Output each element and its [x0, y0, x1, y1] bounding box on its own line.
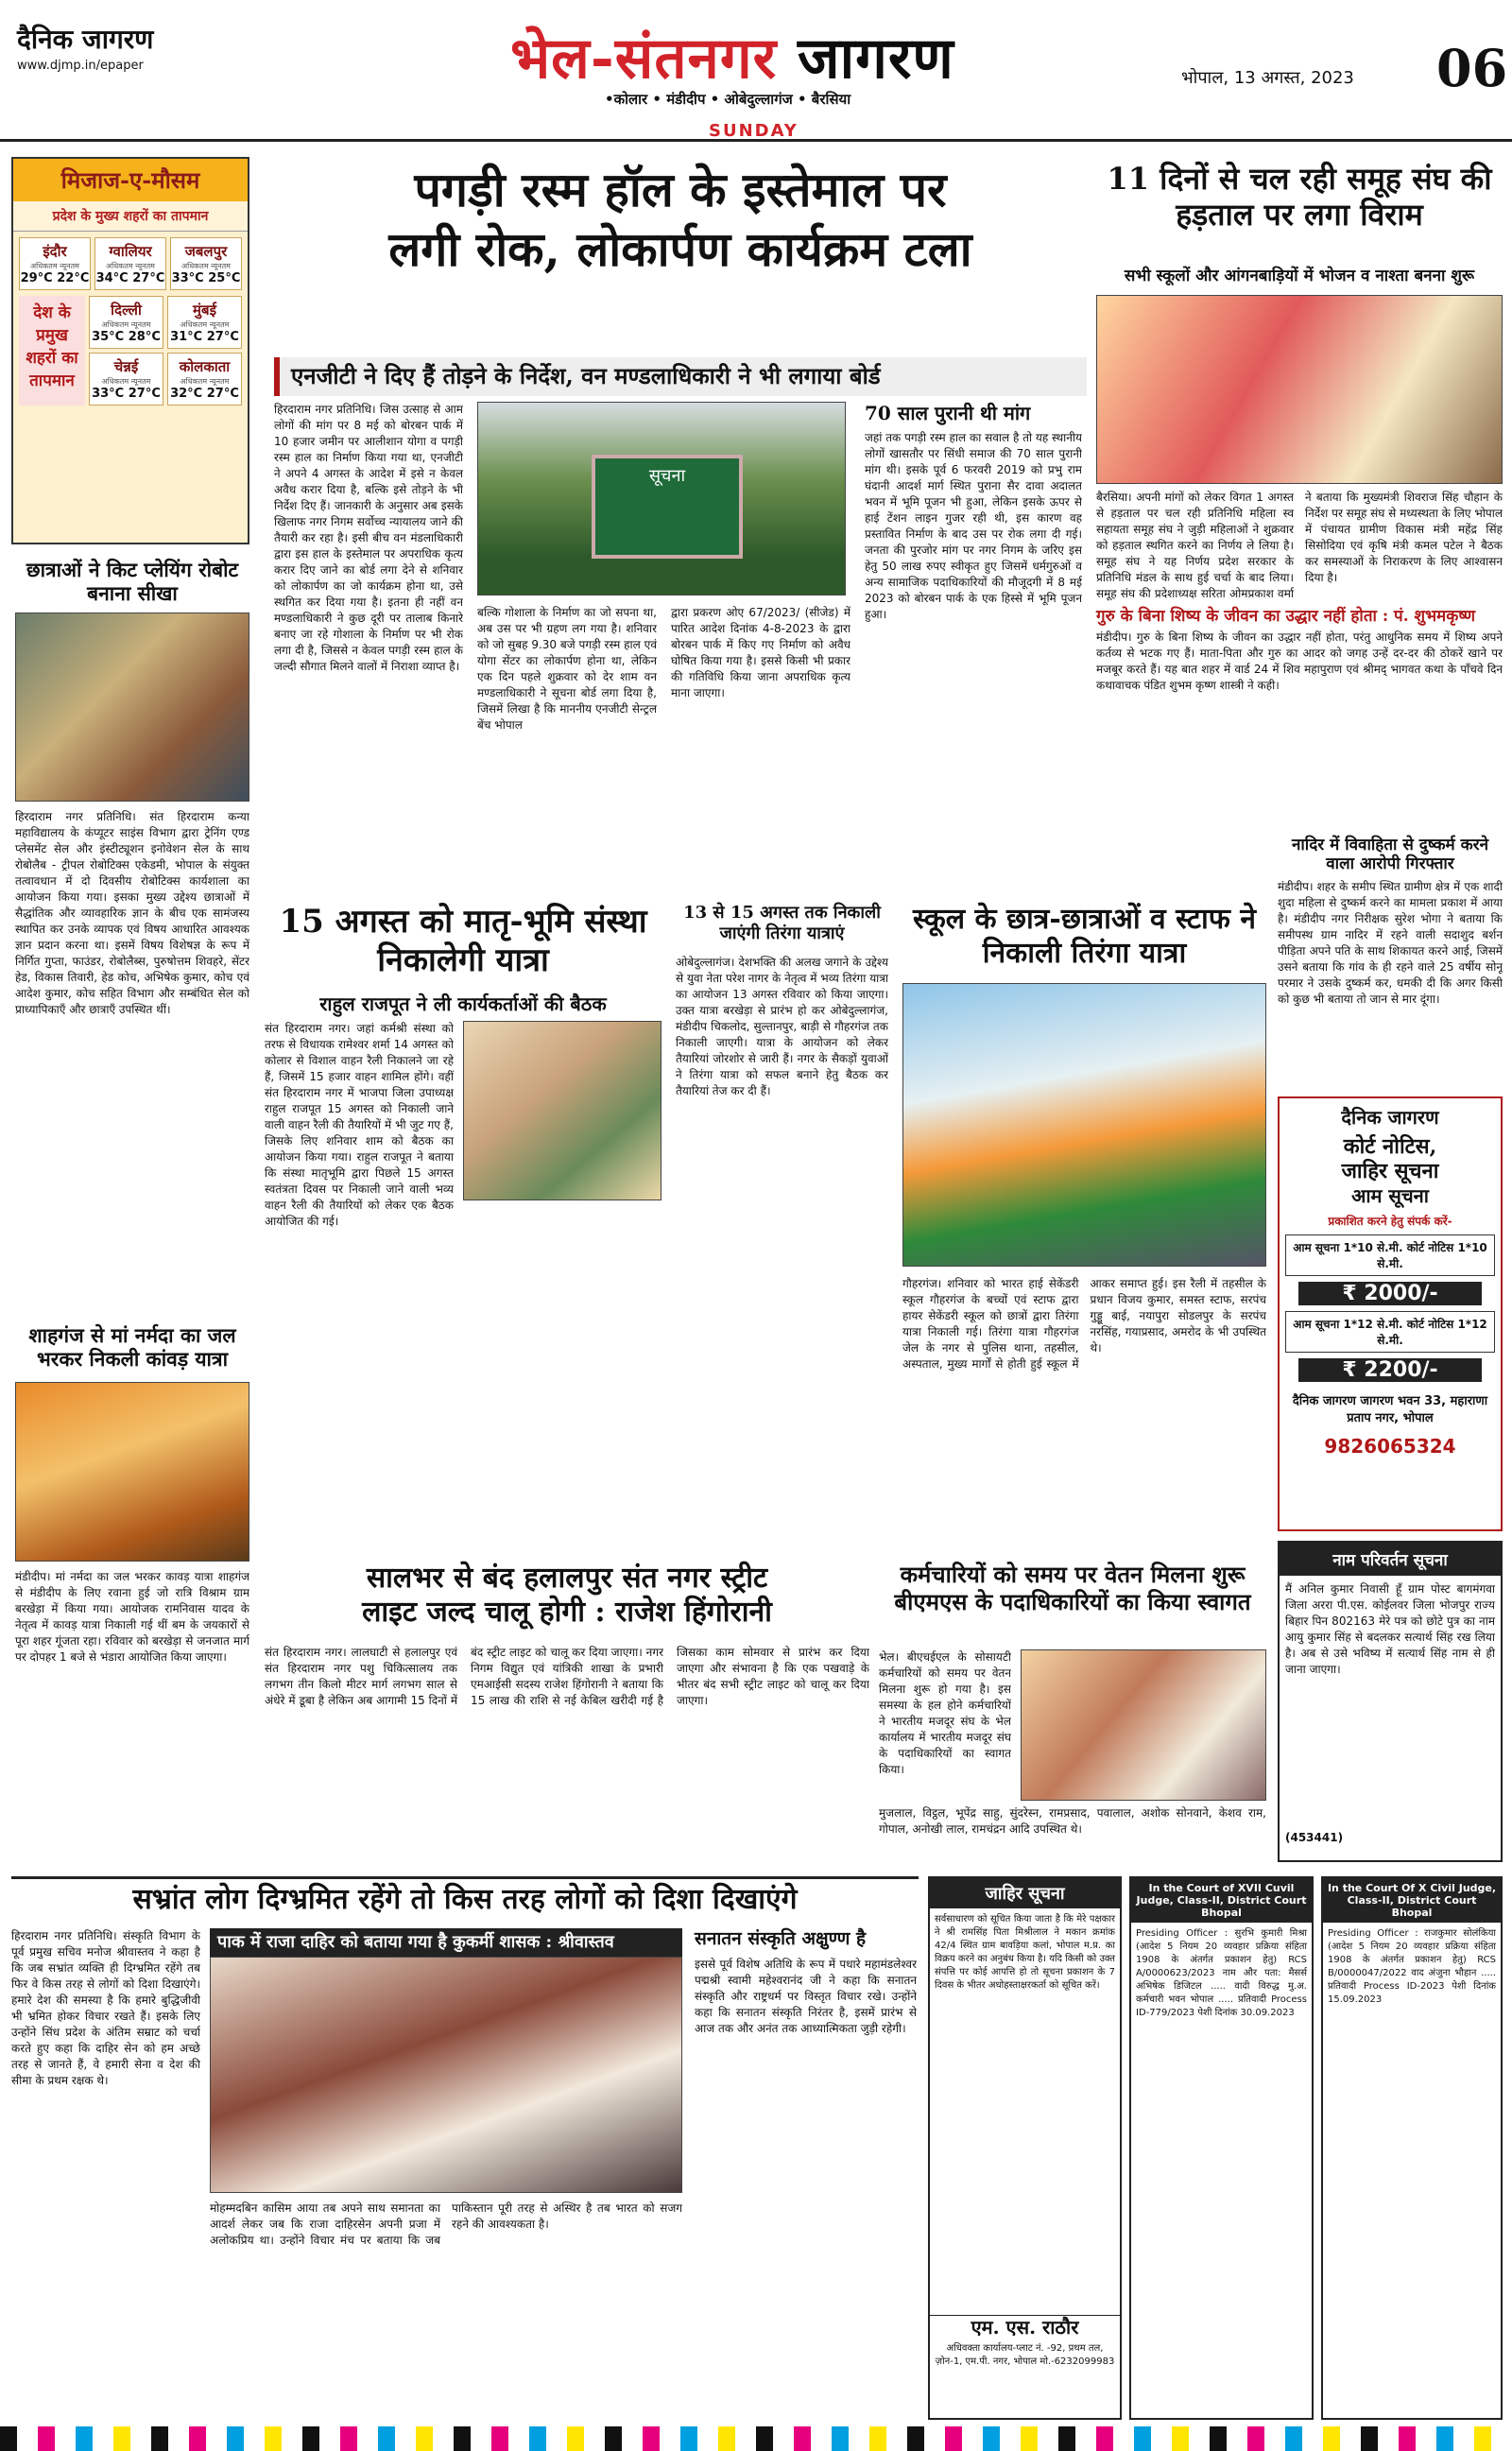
brand-url[interactable]: www.djmp.in/epaper [17, 59, 144, 73]
court-ad-contact-label: प्रकाशित करने हेतु संपर्क करें- [1328, 1214, 1452, 1228]
title-black: जागरण [798, 26, 954, 92]
matru-photo [463, 1021, 662, 1200]
city-name: मुंबई [193, 302, 216, 319]
name-change-notice [1278, 1541, 1503, 1862]
temp-labels: अधिकतम न्यूनतम [180, 320, 230, 329]
lead-headline-line1: पगड़ी रस्म हॉल के इस्तेमाल पर [414, 162, 947, 217]
kanwar-body: मंडीदीप। मां नर्मदा का जल भरकर कावड़ यात्रा शाहगंज से मंडीदीप के लिए रवाना हुई जो रात्रि विश्राम ग्राम बरखेड़ा में किया गया। आयोजक रामनिवास यादव के नेतृत्व में कावड़ यात्रा निकाली गई थीं बम के जयकारों से पूरा शहर गूंजता रहा। रविवार को बरखेड़ा से जनजात मार्ग पर दोपहर 1 बजे से भंडारा आयोजित किया जाएगा। [15, 1570, 249, 1664]
city-name: दिल्ली [111, 302, 142, 319]
weather-city [94, 237, 166, 290]
brand-name: दैनिक जागरण [17, 24, 154, 55]
city-temp: 35°C 28°C [92, 330, 161, 344]
salary-caption: मुजलाल, विट्ठल, भूपेंद्र साहु, सुंदरेस्न, रामप्रसाद, पवालाल, अशोक सोनवाने, केशव राम, गोपाल, अनोखी लाल, रामचंद्रन आदि उपस्थित थे। [879, 1806, 1266, 1836]
city-temp: 32°C 27°C [170, 387, 239, 401]
robot-body: हिरदाराम नगर प्रतिनिधि। संत हिरदाराम कन्या महाविद्यालय के कंप्यूटर साइंस विभाग द्वारा ट्रेनिंग एण्ड प्लेसमेंट सेल और इंस्टीट्यूशन इनोवेशन सेल के साथ रोबोलैब - ट्रीपल रोबोटिक्स एकेडमी, भोपाल के संयुक्त तत्वावधान में दो दिवसीय रोबोटिक्स कार्यशाला का आयोजन किया गया। इसका मुख्य उद्देश्य छात्राओं में सैद्धांतिक और व्यावहारिक ज्ञान के बीच एक सामंजस्य स्थापित कर उनके व्यापक एवं विषय आधारित आवश्यक ज्ञान प्रदान करना था। इसमें विषय विशेषज्ञ के रूप में निर्गित गुप्ता, फाउंडर, रोबोलैब्स, पुरुषोत्तम शिवहरे, सेंटर हेड, विकास तिवारी, हेड कोच, अभिषेक कुमार, कोच एवं आदेश कुमार, कोच सहित विभाग और सम्बंधित सेल को प्राध्यापिकाएँ और छात्राएँ उपस्थित थीं। [15, 810, 249, 1016]
court1-body: Presiding Officer : सुरभि कुमारी मिश्रा (आदेश 5 नियम 20 व्यवहार प्रक्रिया संहिता 1908 के अंतर्गत प्रकाशन हेतु) RCS A/0000623/2023 नाम और पता: मैसर्स अभिषेक डिजिटल ..... वादी विरुद्ध मु.अ. कर्मचारी भवन भोपाल ..... प्रतिवादी Process ID-779/2023 पेशी दिनांक 30.09.2023 [1136, 1928, 1307, 2018]
bottom-headline: सभ्रांत लोग दिग्भ्रमित रहेंगे तो किस तरह लोगों को दिशा दिखाएंगे [11, 1876, 919, 1917]
strike-photo [1096, 295, 1503, 484]
street-headline-line2: लाइट जल्द चालू होगी : राजेश हिंगोरानी [362, 1596, 772, 1629]
bottom-side-headline: सनातन संस्कृति अक्षुण्ण है [695, 1928, 867, 1949]
lead-headline-line2: लगी रोक, लोकार्पण कार्यक्रम टला [388, 220, 972, 277]
weather-box [11, 157, 249, 544]
court-ad-title1: कोर्ट नोटिस, [1343, 1134, 1437, 1159]
matru-headline: 15 अगस्त को मातृ-भूमि संस्था निकालेगी यात्रा [279, 903, 647, 979]
matru-deck: राहुल राजपूत ने ली कार्यकर्ताओं की बैठक [319, 992, 607, 1015]
lead-body-col1: हिरदाराम नगर प्रतिनिधि। जिस उत्साह से आम लोगों की मांग पर 8 मई को बोरबन पार्क में 10 हजार जमीन पर आलीशान योगा व पगड़ी रस्म हाल का निर्माण किया गया था, एनजीटी ने अपने 4 अगस्त के आदेश में इसे न केवल अवैध करार दिया है, बल्कि इसे तोड़ने के भी निर्देश दिए हैं। जानकारी के अनुसार अब इसके खिलाफ नगर निगम सर्वोच्च न्यायालय जाने की तैयारी कर रहा है। इसी बीच वन मंडलाधिकारी द्वारा इस हाल के इस्तेमाल पर अपराधिक कृत्य करार दिए जाने का बोर्ड लगा देने से शनिवार को लोकार्पण का जो कार्यक्रम होना था, उसे स्थगित कर दिया गया है। इतना ही नहीं वन मण्डलाधिकारी ने कुछ दूरी पर तालाब किनारे बनाए जा रहे गोशाला के निर्माण पर भी रोक लगा दी है, जिससे न केवल पगड़ी रस्म हाल के जल्दी सौगात मिलने वालों में निराशा व्याप्त है। [274, 403, 463, 673]
jahir-title: जाहिर सूचना [930, 1878, 1120, 1908]
lead-deck: एनजीटी ने दिए हैं तोड़ने के निर्देश, वन मण्डलाधिकारी ने भी लगाया बोर्ड [274, 357, 1087, 396]
lead-body-col4: जहां तक पगड़ी रस्म हाल का सवाल है तो यह स्थानीय लोगों खासतौर पर सिंधी समाज की 70 साल पुरानी मांग थी। इसके पूर्व 6 फरवरी 2019 को प्रभु राम घंदानी आदर्श मार्ग स्थित पुराना सैर दावा अदालत भवन में भूमि पूजन भी हुआ, लेकिन इसके ऊपर से हाई टेंशन लाइन गुजर रही थी, इस कारण वह प्रस्तावित निर्माण के बाद उस पर रोक लगा दी गई। जनता की पुरजोर मांग पर नगर निगम के जरिए इस हेतु 50 लाख रुपए स्वीकृत हुए जिसमें धर्मगुरुओं व अन्य सामाजिक पदाधिकारियों की मौजूदगी में 8 मई 2023 को बोरबन पार्क के एक हिस्से में भूमि पूजन हुआ। [865, 431, 1082, 621]
matru-body: संत हिरदाराम नगर। जहां कर्मश्री संस्था को तरफ से विधायक रामेश्वर शर्मा 14 अगस्त को कोलार से विशाल वाहन रैली निकालने जा रहे हैं, जिसमें 15 हजार वाहन शामिल होंगे। वहीं संत हिरदाराम नगर में भाजपा जिला उपाध्यक्ष राहुल राजपूत 15 अगस्त को निकाली जाने वाली वाहन रैली की तैयारियों में भी जुट गए हैं, जिसके लिए शनिवार शाम को बैठक का आयोजन किया गया। राहुल राजपूत ने बताया कि संस्था मातृभूमि द्वारा पिछले 15 अगस्त स्वतंत्रता दिवस पर निकाली जाने वाली भव्य वाहन रैली की तैयारियों को लेकर एक बैठक आयोजित की गई। [265, 1022, 454, 1228]
strike-headline: 11 दिनों से चल रही समूह संघ की हड़ताल पर लगा विराम [1107, 161, 1492, 233]
weather-city [167, 296, 242, 349]
tiranga1-body: ओबेदुल्लागंज। देशभक्ति की अलख जगाने के उद्देश्य से युवा नेता परेश नागर के नेतृत्व में भव्य तिरंगा यात्रा का आयोजन 13 अगस्त रविवार को किया जाएगा। उक्त यात्रा बरखेड़ा से प्रारंभ हो कर ओबेदुल्लागंज, मंडीदीप चिकलोद, सुल्तानपुर, बाड़ी से गौहरगंज तक निकाली जाएगी। यात्रा के आयोजन को लेकर तैयारियां जोरशोर से जारी हैं। नगर के सैकड़ों युवाओं ने तिरंगा यात्रा को सफल बनाने हेतु बैठक कर तैयारियां तेज कर दी हैं। [676, 956, 888, 1097]
weather-national [13, 296, 248, 406]
bottom-body: हिरदाराम नगर प्रतिनिधि। संस्कृति विभाग के पूर्व प्रमुख सचिव मनोज श्रीवास्तव ने कहा है कि जब सभ्रांत व्यक्ति ही दिग्भ्रमित रहेंगे तब फिर वे किस तरह से लोगों को दिशा दिखाएंगे। हमारे देश की समस्या है कि हमारे बुद्धिजीवी भी भ्रमित होकर विचार रखते हैं। इसके लिए उन्होंने सिंध प्रदेश के अंतिम सम्राट को चर्चा करते हुए कहा कि दाहिर सेन को हम अच्छे तरह से जानते हैं, वे हमारी सेना व देश की सीमा के प्रथम रक्षक थे। [11, 1929, 200, 2087]
tiranga1-headline: 13 से 15 अगस्त तक निकाली जाएंगी तिरंगा यात्राएं [683, 903, 881, 943]
city-name: ग्वालियर [109, 243, 152, 260]
robot-photo [15, 613, 249, 802]
city-name: जबलपुर [184, 243, 228, 260]
weather-grid-national [89, 296, 242, 406]
court-ad-phone[interactable]: 9826065324 [1324, 1434, 1456, 1458]
strike-body: बैरसिया। अपनी मांगों को लेकर विगत 1 अगस्त से हड़ताल पर चल रही प्रतिनिधि महिला स्व सहायता समूह संघ ने जुड़ी महिलाओं ने शुक्रवार को हड़ताल स्थगित करने का निर्णय ले लिया है। समूह संघ ने यह निर्णय प्रदेश सरकार के प्रतिनिधि मंडल के साथ हुई चर्चा के बाद लिया। समूह संघ की प्रदेशाध्यक्ष सरिता ओमप्रकाश वर्मा ने बताया कि मुख्यमंत्री शिवराज सिंह चौहान के निर्देश पर समूह संघ से मध्यस्थता के लिए भोपाल में पंचायत ग्रामीण विकास मंत्री महेंद्र सिंह सिसोदिया एवं कृषि मंत्री कमल पटेल ने बैठक कर समस्याओं के निराकरण के लिए आश्वासन दिया है। [1096, 491, 1503, 600]
national-label: देश के प्रमुख शहरों का तापमान [19, 296, 85, 406]
city-temp: 31°C 27°C [170, 330, 239, 344]
temp-labels: अधिकतम न्यूनतम [181, 262, 231, 270]
city-name: कोलकाता [179, 358, 231, 375]
court-notice-1 [1129, 1876, 1314, 2420]
city-name: चेन्नई [113, 358, 139, 375]
places-line: •कोलार • मंडीदीप • ओबेदुल्लागंज • बैरसिया [605, 91, 851, 108]
lead-body-col2: बल्कि गोशाला के निर्माण का जो सपना था, अब उस पर भी ग्रहण लग गया है। शनिवार को जो सुबह 9.30 बजे पगड़ी रस्म हाल एवं योगा सेंटर का लोकार्पण होना था, लेकिन एक दिन पहले शुक्रवार को देर शाम वन मण्डलाधिकारी ने सूचना बोर्ड लगा दिया है, जिसमें लिखा है कि माननीय एनजीटी सेन्ट्रल बेंच भोपाल [477, 606, 657, 732]
page-title [510, 17, 954, 95]
kanwar-headline: शाहगंज से मां नर्मदा का जल भरकर निकली कांवड़ यात्रा [28, 1323, 236, 1372]
court-ad-rate2: आम सूचना 1*12 से.मी. कोर्ट नोटिस 1*12 से.मी. [1285, 1311, 1495, 1353]
court-ad-price2: ₹ 2200/- [1298, 1358, 1482, 1382]
tiranga2-photo [902, 983, 1266, 1267]
court-ad-title3: आम सूचना [1351, 1183, 1429, 1207]
edition-label: SUNDAY [709, 121, 799, 141]
bottom-photo [210, 1957, 682, 2193]
court1-title: In the Court of XVII Cuvil Judge, Class-II, District Court Bhopal [1131, 1878, 1312, 1923]
name-change-title: नाम परिवर्तन सूचना [1280, 1543, 1501, 1576]
street-headline-line1: सालभर से बंद हलालपुर संत नगर स्ट्रीट [366, 1562, 768, 1595]
lead-notice-photo [477, 402, 846, 595]
city-temp: 33°C 27°C [92, 387, 161, 401]
court-ad-title2: जाहिर सूचना [1341, 1159, 1439, 1184]
weather-grid-state [13, 232, 248, 296]
city-temp: 33°C 25°C [171, 271, 241, 285]
court-ad [1278, 1096, 1503, 1531]
weather-subtitle: प्रदेश के मुख्य शहरों का तापमान [13, 201, 248, 232]
court-notice-2 [1321, 1876, 1503, 2420]
court-ad-price1: ₹ 2000/- [1298, 1282, 1482, 1305]
jahir-body: सर्वसाधारण को सूचित किया जाता है कि मेरे पक्षकार ने श्री रामसिंह पिता मिश्रीलाल ने मकान क्रमांक 42/4 स्थित ग्राम बावड़िया कलां, भोपाल म.प्र. का विक्रय करने का अनुबंध किया है। यदि किसी को उक्त संपत्ति पर कोई आपत्ति हो तो सूचना प्रकाशन के 7 दिवस के भीतर अधोहस्ताक्षरकर्ता को सूचित करें। [935, 1914, 1115, 1991]
lead-body-col3: द्वारा प्रकरण ओए 67/2023/ (सीजेड) में पारित आदेश दिनांक 4-8-2023 के द्वारा बोरबन पार्क में किए गए निर्माण को अवैध घोषित किया गया है। इससे किसी भी प्रकार की गतिविधि किया जाना अपराधिक कृत्य माना जाएगा। [671, 606, 850, 699]
street-headline [265, 1562, 869, 1630]
court-ad-rate1: आम सूचना 1*10 से.मी. कोर्ट नोटिस 1*10 से.मी. [1285, 1234, 1495, 1276]
jahir-advocate-address: अधिवक्ता कार्यालय-प्लाट नं. -92, प्रथम तल, ज़ोन-1, एम.पी. नगर, भोपाल मो.-6232099983 [935, 2343, 1115, 2367]
bottom-deck: पाक में राजा दाहिर को बताया गया है कुकर्मी शासक : श्रीवास्तव [210, 1928, 682, 1957]
bottom-side-body: इससे पूर्व विशेष अतिथि के रूप में पधारे महामंडलेश्वर पद्मश्री स्वामी महेश्वरानंद जी ने कहा कि सनातन संस्कृति और राष्ट्रधर्म पर विस्तृत विचार रखे। उन्होंने कहा कि सनातन संस्कृति निरंतर है, इसमें प्रारंभ से आज तक और अनंत तक आध्यात्मिकता जुड़ी रहेगी। [695, 1958, 917, 2035]
tiranga2-body: गौहरगंज। शनिवार को भारत हाई सेकेंडरी स्कूल गौहरगंज के बच्चों एवं स्टाफ द्वारा हायर सेकेंडरी स्कूल को छात्रों द्वारा तिरंगा यात्रा निकाली गई। तिरंगा यात्रा गौहरगंज जेल के नगर से पुलिस थाना, तहसील, अस्पताल, मुख्य मार्गों से होती हुई स्कूल में आकर समाप्त हुई। इस रैली में तहसील के प्रधान विजय कुमार, समस्त स्टाफ, सरपंच गुड्डू बाई, नयापुरा सोडलपुर के सरपंच नरसिंह, गयाप्रसाद, अमरोद के भी उपस्थित थे। [902, 1277, 1266, 1371]
robot-headline: छात्राओं ने किट प्लेयिंग रोबोट बनाना सीखा [26, 558, 239, 606]
court-ad-address: दैनिक जागरण जागरण भवन 33, महाराणा प्रताप नगर, भोपाल [1292, 1393, 1488, 1425]
street-body: संत हिरदाराम नगर। लालघाटी से हलालपुर एवं संत हिरदाराम नगर पशु चिकित्सालय तक लगभग तीन किलो मीटर मार्ग लगभग साल से अंधेरे में डूबा है लेकिन अब आगामी 15 दिनों में बंद स्ट्रीट लाइट को चालू कर दिया जाएगा। नगर निगम विद्युत एवं यांत्रिकी शाखा के प्रभारी एमआईसी सदस्य राजेश हिंगोरानी ने बताया कि 15 लाख की राशि से नई केबिल खरीदी गई है जिसका काम सोमवार से प्रारंभ कर दिया जाएगा और संभावना है कि एक पखवाड़े के भीतर बंद सभी स्ट्रीट लाइट को चालू कर दिया जाएगा। [265, 1646, 869, 1707]
weather-city [167, 353, 242, 406]
city-name: इंदौर [43, 243, 67, 260]
dateline: भोपाल, 13 अगस्त, 2023 [1181, 68, 1354, 88]
temp-labels: अधिकतम न्यूनतम [180, 377, 230, 386]
city-temp: 29°C 22°C [20, 271, 90, 285]
jahir-notice [928, 1876, 1122, 2420]
weather-city [89, 296, 163, 349]
strike-deck: सभी स्कूलों और आंगनबाड़ियों में भोजन व नाश्ता बनना शुरू [1124, 267, 1475, 285]
name-change-id: (453441) [1285, 1831, 1344, 1844]
salary-body: भेल। बीएचईएल के सोसायटी कर्मचारियों को समय पर वेतन मिलना शुरू हो गया है। इस समस्या के हल होने कर्मचारियों ने भारतीय मजदूर संघ के भेल कार्यालय में भारतीय मजदूर संघ के पदाधिकारियों का स्वागत किया। [879, 1650, 1011, 1776]
temp-labels: अधिकतम न्यूनतम [106, 262, 155, 270]
temp-labels: अधिकतम न्यूनतम [30, 262, 79, 270]
court-ad-brand: दैनिक जागरण [1341, 1106, 1439, 1129]
court2-body: Presiding Officer : राजकुमार सोलंकिया (आदेश 5 नियम 20 व्यवहार प्रक्रिया संहिता 1908 के अंतर्गत प्रकाशन हेतु) RCS B/0000047/2022 वाद अंजुना भौहान ..... प्रतिवादी Process ID-2023 पेशी दिनांक 15.09.2023 [1328, 1928, 1496, 2005]
kanwar-photo [15, 1382, 249, 1562]
nadir-headline: नादिर में विवाहिता से दुष्कर्म करने वाला आरोपी गिरफ्तार [1291, 836, 1489, 874]
weather-title: मिजाज-ए-मौसम [13, 159, 248, 201]
guru-body: मंडीदीप। गुरु के बिना शिष्य के जीवन का उद्धार नहीं होता, परंतु आधुनिक समय में शिष्य अपने कर्तव्य से भटक गए हैं। माता-पिता और गुरु का आदर को जगह उन्हें दर-दर की ठोकरें खाने पर मजबूर करते हैं। यह बात शहर में वार्ड 24 में शिव महापुराण एवं श्रीमद् भागवत कथा के पाँचवे दिन कथावाचक पंडित शुभम कृष्ण शास्त्री ने कही। [1096, 630, 1503, 692]
weather-city [170, 237, 242, 290]
name-change-body: मैं अनिल कुमार निवासी हूँ ग्राम पोस्ट बागमंगवा जिला अररा पी.एस. कोईलवर जिला भोजपुर राज्य बिहार पिन 802163 मेरे पत्र को छोटे पुत्र का नाम आयु कुमार सिंह से बदलकर सत्यार्थ सिंह रख लिया है। अब से उसे भविष्य में सत्यार्थ सिंह नाम से ही जाना जाएगा। [1285, 1582, 1495, 1676]
tiranga2-headline: स्कूल के छात्र-छात्राओं व स्टाफ ने निकाली तिरंगा यात्रा [913, 903, 1256, 970]
salary-headline: कर्मचारियों को समय पर वेतन मिलना शुरू बीएमएस के पदाधिकारियों का किया स्वागत [894, 1561, 1251, 1615]
jahir-advocate: एम. एस. राठौर [930, 2315, 1120, 2339]
city-temp: 34°C 27°C [95, 271, 165, 285]
masthead [0, 0, 1512, 142]
registration-strip [0, 2426, 1512, 2451]
page-number: 06 [1436, 38, 1508, 98]
weather-city [89, 353, 163, 406]
title-red: भेल-संतनगर [510, 26, 778, 92]
lead-headline [274, 161, 1087, 279]
salary-photo [1021, 1649, 1266, 1801]
notice-board: सूचना [592, 455, 743, 559]
temp-labels: अधिकतम न्यूनतम [101, 320, 151, 329]
nadir-body: मंडीदीप। शहर के समीप स्थित ग्रामीण क्षेत्र में एक शादी शुदा महिला से दुष्कर्म करने का मामला प्रकाश में आया है। मंडीदीप नगर निरीक्षक सुरेश भोगा ने बताया कि समीपस्थ ग्राम नादिर में रहने वाली सदाशुद बर्शन पीड़िता अपने पति के साथ शिकायत करने आई, जिसमें उसने बताया कि गांव के ही रहने वाले 25 वर्षीय सोनू परमार ने उसके दुष्कर्म कर, धमकी दी कि अगर किसी को कुछ भी बताया तो जान से मार दूंगा। [1278, 880, 1503, 1006]
guru-headline: गुरु के बिना शिष्य के जीवन का उद्धार नहीं होता : पं. शुभमकृष्ण [1096, 607, 1476, 626]
court2-title: In the Court Of X Civil Judge, Class-II, District Court Bhopal [1323, 1878, 1501, 1923]
bottom-body2: मोहम्मदबिन कासिम आया तब अपने साथ समानता का आदर्श लेकर जब कि राजा दाहिरसेन अपनी प्रजा में अलोकप्रिय था। उन्होंने विचार मंच पर बताया कि जब पाकिस्तान पूरी तरह से अस्थिर है तब भारत को सजग रहने की आवश्यकता है। [210, 2201, 682, 2247]
weather-city [19, 237, 91, 290]
lead-subhead: 70 साल पुरानी थी मांग [865, 402, 1031, 424]
temp-labels: अधिकतम न्यूनतम [101, 377, 151, 386]
